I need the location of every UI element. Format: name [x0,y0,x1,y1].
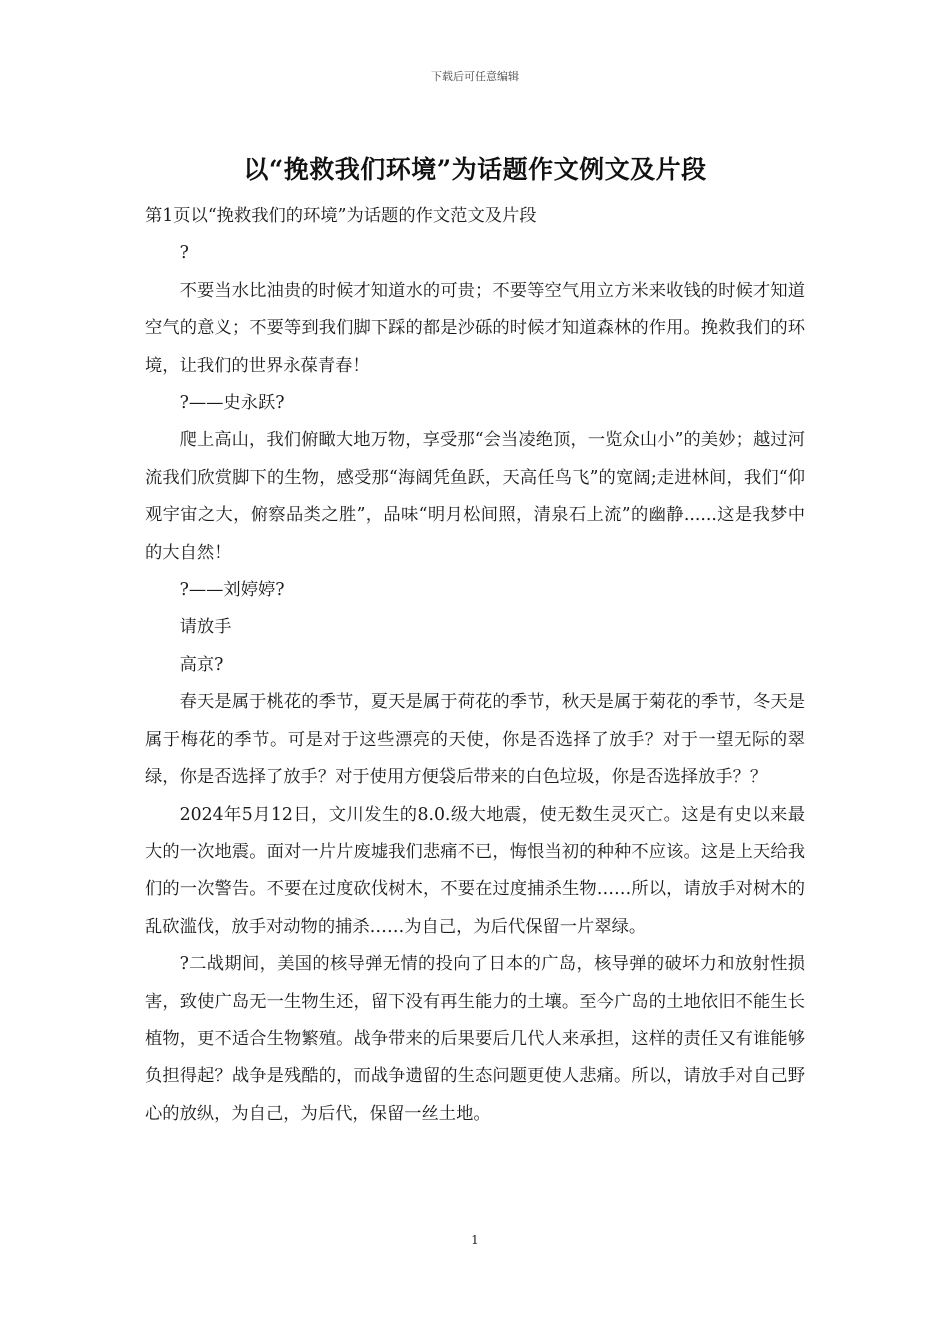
author-line: ?——史永跃? [179,393,285,414]
paragraph: ?二战期间，美国的核导弹无情的投向了日本的广岛，核导弹的破坏力和放射性损害，致使广岛无一生物生还，留下没有再生能力的土壤。至今广岛的土地依旧不能生长植物，更不适合生物繁殖。战争带来的后果要后几代人来承担，这样的责任又有谁能够负担得起？战争是残酷的，而战争遗留的生态问题更使人悲痛。所以，请放手对自己野心的放纵，为自己，为后代，保留一丝土地。 [145,954,805,1124]
section-heading: 请放手 [179,617,232,638]
page-header: 下载后可任意编辑 [431,70,519,83]
author-line: ?——刘婷婷? [179,580,285,601]
paragraph: 不要当水比油贵的时候才知道水的可贵；不要等空气用立方米来收钱的时候才知道空气的意义；不要等到我们脚下踩的都是沙砾的时候才知道森林的作用。挽救我们的环境，让我们的世界永葆青春！ [145,280,805,376]
paragraph: 2024年5月12日，文川发生的8.0.级大地震，使无数生灵灭亡。这是有史以来最大的一次地震。面对一片片废墟我们悲痛不已，悔恨当初的种种不应该。这是上天给我们的一次警告。不要在过度砍伐树木，不要在过度捕杀生物……所以，请放手对树木的乱砍滥伐，放手对动物的捕杀……为自己，为后代保留一片翠绿。 [145,804,805,937]
paragraph: 爬上高山，我们俯瞰大地万物，享受那“会当凌绝顶，一览众山小”的美妙；越过河流我们欣赏脚下的生物，感受那“海阔凭鱼跃，天高任鸟飞”的宽阔;走进林间，我们“仰观宇宙之大，俯察品类之胜”，品味“明月松间照，清泉石上流”的幽静......这是我梦中的大自然！ [145,430,805,563]
document-title: 以“挽救我们环境”为话题作文例文及片段 [243,155,707,184]
author-line: 高京? [179,654,224,675]
document-body [145,198,805,1133]
paragraph: ? [179,243,189,264]
paragraph: 春天是属于桃花的季节，夏天是属于荷花的季节，秋天是属于菊花的季节，冬天是属于梅花的季节。可是对于这些漂亮的天使，你是否选择了放手？对于一望无际的翠绿，你是否选择了放手？对于使用方便袋后带来的白色垃圾，你是否选择放手？？ [145,692,805,788]
subtitle-line: 第1页以“挽救我们的环境”为话题的作文范文及片段 [145,206,537,226]
page-number: 1 [471,1233,479,1247]
